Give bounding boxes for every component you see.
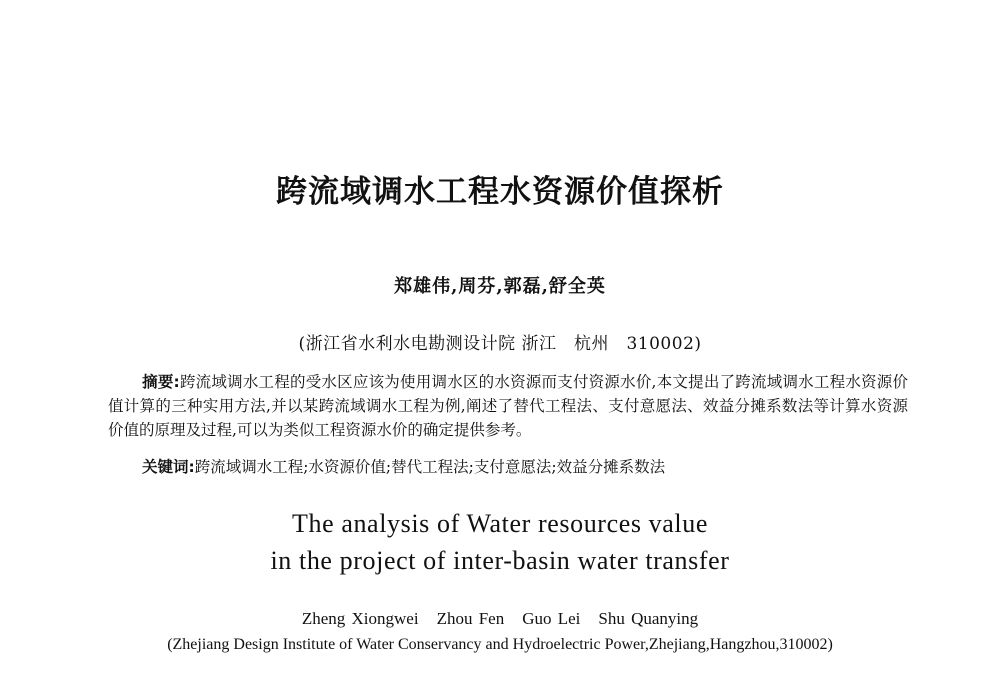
title-en-line-1: The analysis of Water resources value xyxy=(292,509,708,538)
author-en: Guo Lei xyxy=(522,609,581,628)
keywords-label: 关键词: xyxy=(142,458,195,476)
affiliation-en: (Zhejiang Design Institute of Water Conservancy and Hydroelectric Power,Zhejiang,Hangzhou,310002) xyxy=(167,636,833,653)
keywords-cn xyxy=(142,455,922,479)
author-en: Zhou Fen xyxy=(436,609,505,628)
paper-title-cn: 跨流域调水工程水资源价值探析 xyxy=(276,174,724,210)
abstract-cn xyxy=(108,370,908,442)
keywords-text: 跨流域调水工程;水资源价值;替代工程法;支付意愿法;效益分摊系数法 xyxy=(194,458,666,476)
author-en: Zheng Xiongwei xyxy=(301,609,419,628)
abstract-text: 跨流域调水工程的受水区应该为使用调水区的水资源而支付资源水价,本文提出了跨流域调水工程水资源价值计算的三种实用方法,并以某跨流域调水工程为例,阐述了替代工程法、支付意愿法、效益分摊系数法等计算水资源价值的原理及过程,可以为类似工程资源水价的确定提供参考。 xyxy=(108,373,908,439)
paper-title-en xyxy=(0,505,1000,579)
title-en-line-2: in the project of inter-basin water transfer xyxy=(270,546,730,575)
affiliation-cn: (浙江省水利水电勘测设计院 浙江 杭州 310002) xyxy=(298,334,702,354)
author-en: Shu Quanying xyxy=(598,609,699,628)
authors-en xyxy=(0,609,1000,629)
authors-cn: 郑雄伟,周芬,郭磊,舒全英 xyxy=(394,276,606,297)
abstract-label: 摘要: xyxy=(142,373,180,391)
